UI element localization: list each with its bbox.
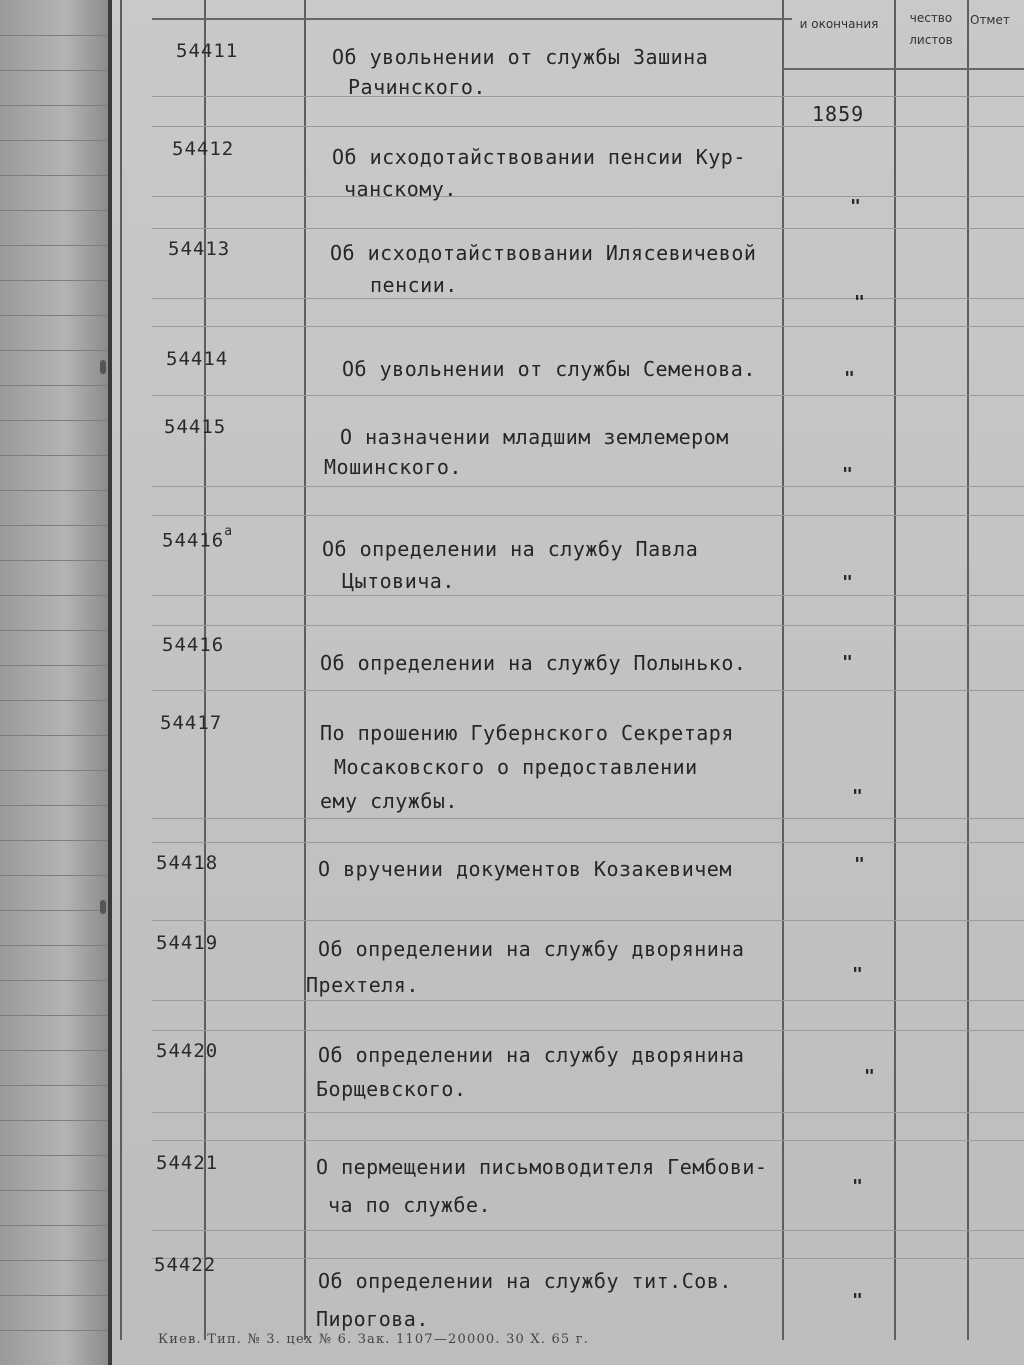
header-sheets-top: чество [909, 11, 953, 25]
col-border-dates [782, 0, 784, 1340]
col-border-title [304, 0, 306, 1340]
entry-title-line: О пермещении письмоводителя Гембови- [316, 1155, 768, 1179]
entry-title-line: Об исходотайствовании пенсии Кур- [332, 145, 746, 169]
entry-number: 54422 [154, 1254, 217, 1276]
ditto-mark: " [852, 1290, 863, 1311]
ledger-sheet [112, 0, 1024, 1365]
header-notes: Отмет [970, 13, 1010, 27]
entry-title-line: чанскому. [344, 177, 457, 201]
printer-imprint: Киев. Тип. № 3. цех № 6. Зак. 1107—20000. 30 X. 65 г. [158, 1332, 590, 1347]
entry-title-line: Рачинского. [348, 75, 486, 99]
ditto-mark: " [852, 786, 863, 807]
entry-title-line: Об исходотайствовании Илясевичевой [330, 241, 757, 265]
entry-number: $54416^а$ [162, 524, 234, 552]
ditto-mark: " [850, 196, 861, 217]
col-border-left [120, 0, 122, 1340]
entry-title-line: Об определении на службу тит.Сов. [318, 1269, 732, 1293]
entry-title-line: Борщевского. [316, 1077, 467, 1101]
header-bottom-rule [782, 68, 1024, 70]
entry-title-line: Об определении на службу Полынько. [320, 651, 747, 675]
ditto-mark: " [842, 464, 853, 485]
ditto-mark: " [844, 368, 855, 389]
col-border-number [204, 0, 206, 1340]
entry-number: 54416 [162, 634, 225, 656]
header-dates: и окончания [799, 17, 879, 31]
entry-title-line: Мошинского. [324, 455, 462, 479]
entry-title-line: Об определении на службу дворянина [318, 1043, 745, 1067]
entry-title-line: Об определении на службу Павла [322, 537, 699, 561]
header-sheets-bottom: листов [909, 33, 953, 47]
entry-number: 54419 [156, 932, 219, 954]
ditto-mark: " [854, 854, 865, 875]
entry-title-line: пенсии. [370, 273, 458, 297]
entry-title-line: ему службы. [320, 789, 458, 813]
entry-title-line: Пирогова. [316, 1307, 429, 1331]
entry-number: 54412 [172, 138, 235, 160]
ditto-mark: " [864, 1066, 875, 1087]
entry-title-line: Прехтеля. [306, 973, 419, 997]
entry-number: 54414 [166, 348, 229, 370]
left-page-edge [0, 0, 108, 1365]
entry-date: 1859 [812, 102, 865, 126]
entry-title-line: По прошению Губернского Секретаря [320, 721, 734, 745]
ditto-mark: " [842, 572, 853, 593]
entry-number: 54415 [164, 416, 227, 438]
entry-number: 54413 [168, 238, 231, 260]
entry-number: 54411 [176, 40, 239, 62]
entry-title-line: Мосаковского о предоставлении [334, 755, 698, 779]
binding-hole [100, 900, 106, 914]
col-border-notes [967, 0, 969, 1340]
entry-number: 54421 [156, 1152, 219, 1174]
entry-title-line: Об увольнении от службы Зашина [332, 45, 709, 69]
ditto-mark: " [854, 292, 865, 313]
header-rule [152, 18, 792, 20]
binding-hole [100, 360, 106, 374]
entry-number: 54418 [156, 852, 219, 874]
col-border-sheets [894, 0, 896, 1340]
ditto-mark: " [852, 1176, 863, 1197]
ditto-mark: " [852, 964, 863, 985]
entry-title-line: Цытовича. [342, 569, 455, 593]
entry-title-line: О назначении младшим землемером [340, 425, 729, 449]
ditto-mark: " [842, 652, 853, 673]
entry-number: 54417 [160, 712, 223, 734]
entry-number: 54420 [156, 1040, 219, 1062]
entry-title-line: О вручении документов Козакевичем [318, 857, 732, 881]
entry-title-line: Об определении на службу дворянина [318, 937, 745, 961]
entry-title-line: Об увольнении от службы Семенова. [342, 357, 756, 381]
entry-title-line: ча по службе. [328, 1193, 492, 1217]
